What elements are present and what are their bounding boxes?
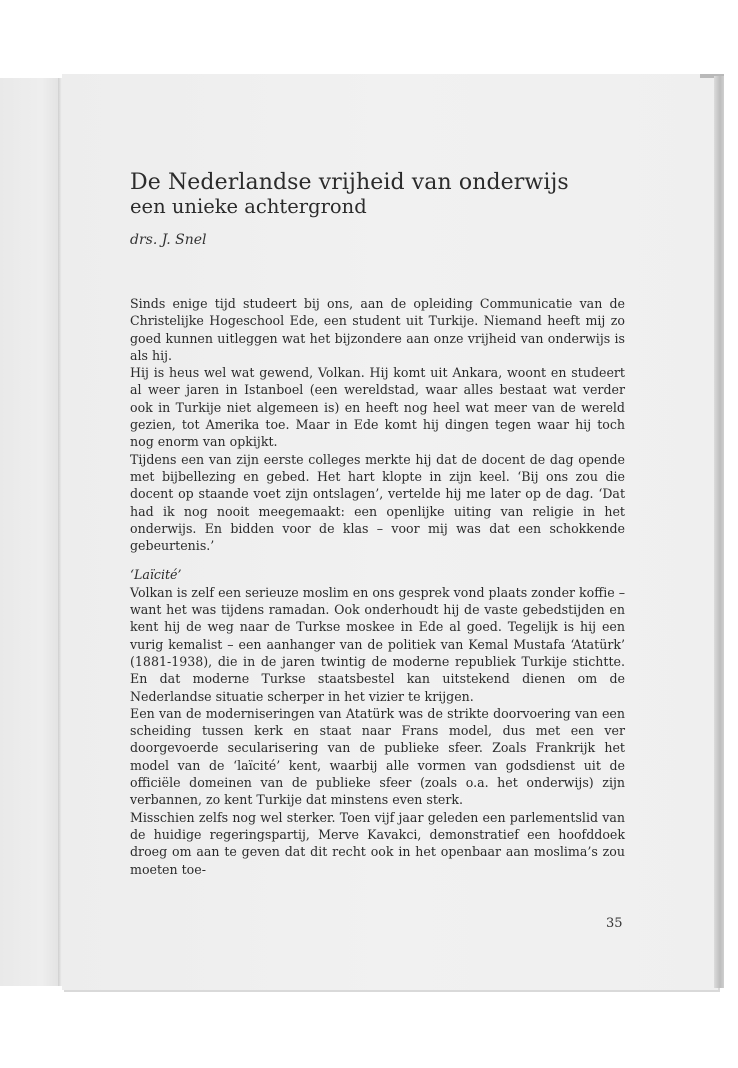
paragraph: Hij is heus wel wat gewend, Volkan. Hij komt uit Ankara, woont en studeert al weer jaren in Istanboel (een wereldstad, waar alles bestaat wat verder ook in Turkije niet algemeen is) en heeft nog heel wat meer van de wereld gezien, tot Amerika toe. Maar in Ede komt hij dingen tegen waar hij toch nog enorm van opkijkt.: [130, 365, 625, 450]
article-header: [130, 170, 625, 249]
section-heading: ‘Laïcité’: [130, 567, 182, 583]
paragraph: Misschien zelfs nog wel sterker. Toen vijf jaar geleden een parlementslid van de huidige regeringspartij, Merve Kavakci, demonstratief een hoofddoek droeg om aan te geven dat dit recht ook in het openbaar aan moslima’s zou moeten toe-: [130, 809, 625, 877]
paragraph: Sinds enige tijd studeert bij ons, aan de opleiding Communicatie van de Christelijke Hogeschool Ede, een student uit Turkije. Niemand heeft mij zo goed kunnen uitleggen wat het bijzondere aan onze vrijheid van onderwijs is als hij.: [130, 296, 625, 363]
paragraph: Tijdens een van zijn eerste colleges merkte hij dat de docent de dag opende met bijbellezing en gebed. Het hart klopte in zijn keel. ‘Bij ons zou die docent op staande voet zijn ontslagen’, vertelde hij me later op de dag. ‘Dat had ik nog nooit meegemaakt: een openlijke uiting van religie in het onderwijs. En bidden voor de klas – voor mij was dat een schokkende gebeurtenis.’: [130, 451, 625, 554]
article-author: drs. J. Snel: [130, 232, 207, 248]
page-number: 35: [606, 916, 623, 931]
paragraph: Volkan is zelf een serieuze moslim en ons gesprek vond plaats zonder koffie – want het was tijdens ramadan. Ook onderhoudt hij de vaste gebedstijden en kent hij de weg naar de Turkse moskee in Ede al goed. Tegelijk is hij een vurig kemalist – een aanhanger van de politiek van Kemal Mustafa ‘Atatürk’ (1881-1938), die in de jaren twintig de moderne republiek Turkije stichtte. En dat moderne Turkse staatsbestel kan uitstekend dienen om de Nederlandse situatie scherper in het vizier te krijgen.: [130, 584, 625, 704]
article-body: [130, 295, 625, 878]
article-title: De Nederlandse vrijheid van onderwijs: [130, 170, 569, 195]
paragraph: Een van de moderniseringen van Atatürk was de strikte doorvoering van een scheiding tussen kerk en staat naar Frans model, dus met een ver doorgevoerde secularisering van de publieke sfeer. Zoals Frankrijk het model van de ‘laïcité’ kent, waarbij alle vormen van godsdienst uit de officiële domeinen van de publieke sfeer (zoals o.a. het onderwijs) zijn verbannen, zo kent Turkije dat minstens even sterk.: [130, 705, 625, 808]
facing-page: [0, 78, 60, 986]
page-stack-edge: [714, 76, 724, 988]
article-subtitle: een unieke achtergrond: [130, 195, 367, 218]
